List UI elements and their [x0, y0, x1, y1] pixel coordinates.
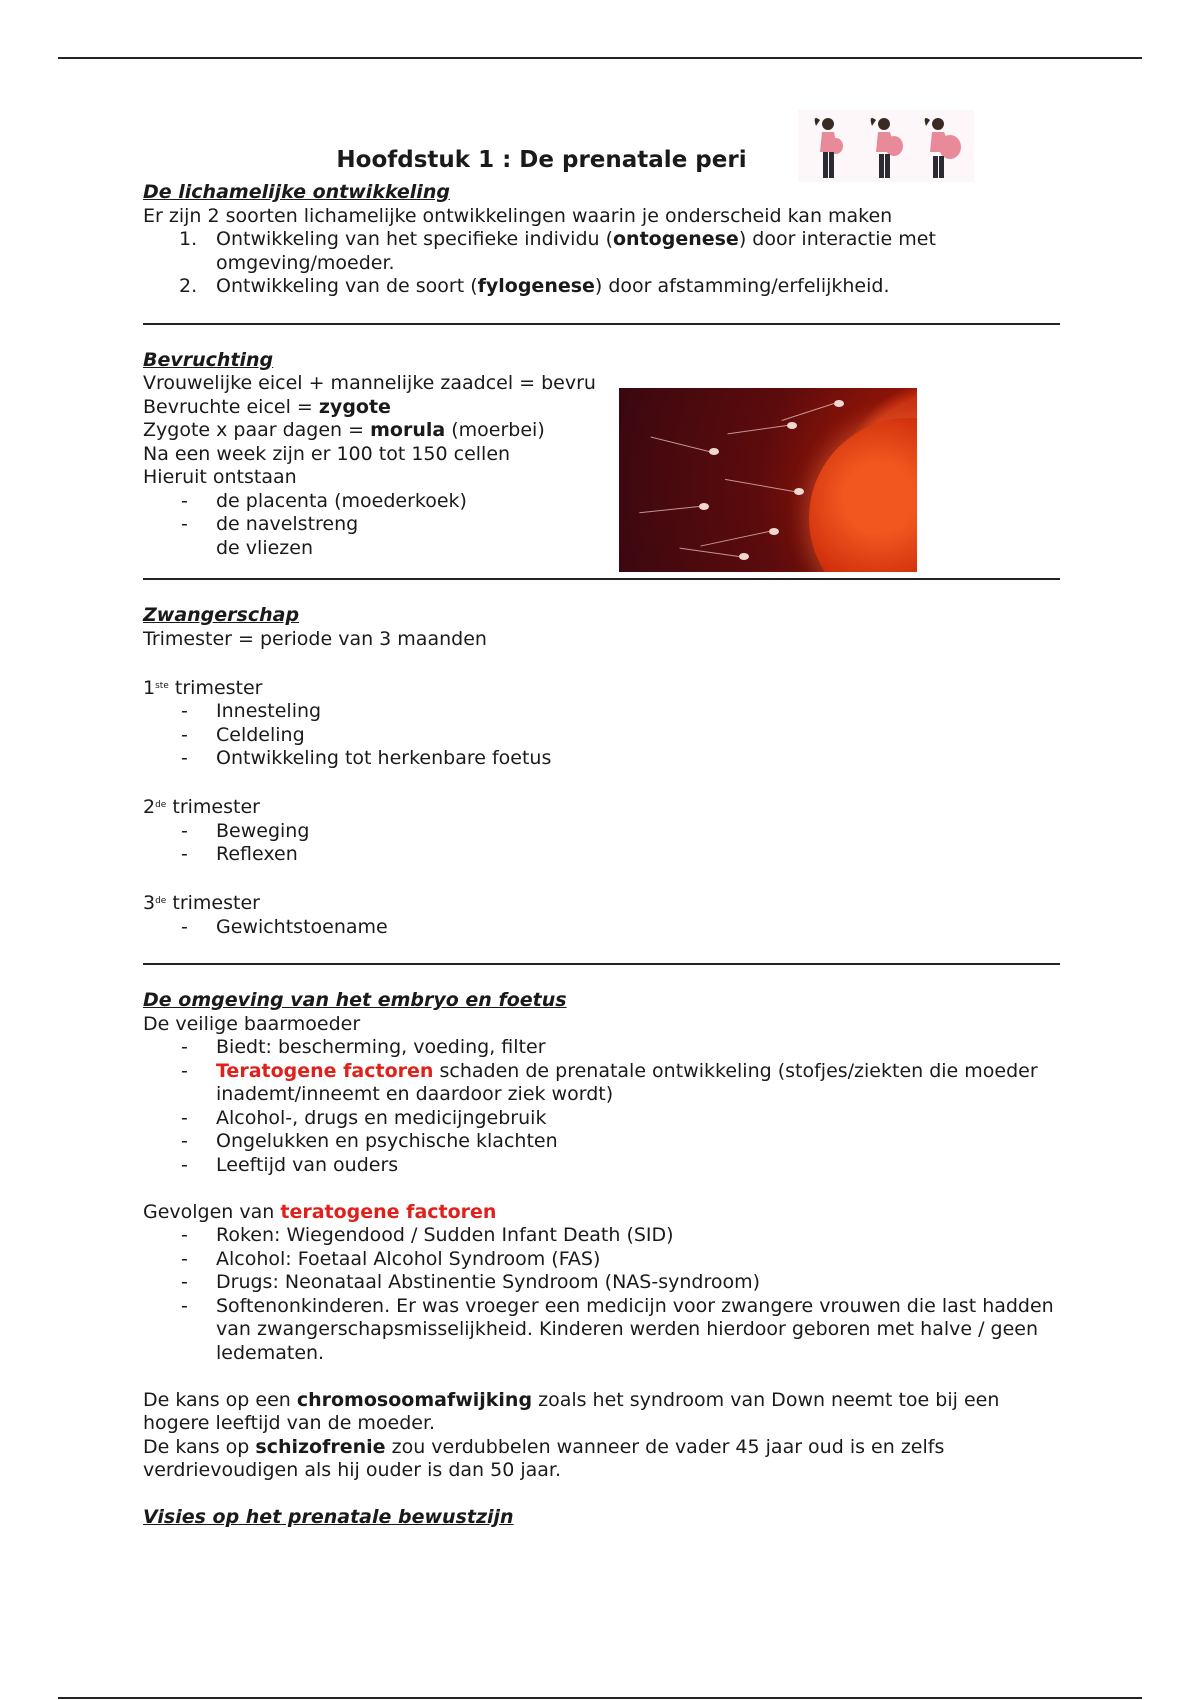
section-lichamelijke-ontwikkeling	[143, 181, 1060, 299]
bold-term: zygote	[318, 395, 391, 418]
bullet-list	[143, 700, 1060, 771]
bullet-list	[143, 820, 1060, 867]
list-item: - Innesteling	[181, 700, 322, 722]
intro-text: Er zijn 2 soorten lichamelijke ontwikkelingen waarin je onderscheid kan maken	[143, 204, 893, 227]
list-item: - Leeftijd van ouders	[181, 1153, 399, 1176]
bold-term: morula	[370, 419, 446, 441]
paragraph: De kans op schizofrenie zou verdubbelen wanneer de vader 45 jaar oud is en zelfs verdrievoudigen als hij ouder is dan 50 jaar.	[143, 1435, 945, 1481]
list-number: 1.	[179, 228, 198, 250]
list-item: - Biedt: bescherming, voeding, filter	[181, 1036, 546, 1058]
text-line: Gevolgen van teratogene factoren	[143, 1200, 497, 1223]
list-item: - Ontwikkeling tot herkenbare foetus	[181, 747, 552, 769]
figure-2	[871, 118, 903, 178]
text-line: Na een week zijn er 100 tot 150 cellen	[143, 442, 511, 465]
section-omgeving	[143, 989, 1060, 1530]
document-page	[143, 140, 1060, 1530]
highlight-term: teratogene factoren	[280, 1200, 497, 1223]
text-line: Bevruchte eicel = zygote	[143, 395, 391, 418]
figure-1	[815, 118, 843, 178]
text-line: Trimester = periode van 3 maanden	[143, 627, 487, 650]
list-text: Ontwikkeling van de soort (	[216, 275, 478, 297]
ovum-shape	[809, 418, 917, 572]
list-item: de vliezen	[216, 536, 313, 559]
trimester-label: 3de trimester	[143, 892, 260, 914]
bullet-list	[143, 916, 1060, 940]
bold-term: fylogenese	[477, 275, 595, 297]
bottom-rule	[58, 1697, 1142, 1699]
bold-term: ontogenese	[613, 228, 739, 250]
page-title-text: Hoofdstuk 1 : De prenatale peri	[336, 147, 747, 173]
top-rule	[58, 57, 1142, 59]
list-item: - Roken: Wiegendood / Sudden Infant Death (SID)	[181, 1224, 674, 1246]
paragraph: De kans op een chromosoomafwijking zoals het syndroom van Down neemt toe bij een hogere leeftijd van de moeder.	[143, 1388, 1000, 1434]
section-heading: Bevruchting	[143, 348, 274, 371]
list-item: - Teratogene factoren schaden de prenatale ontwikkeling (stofjes/ziekten die moeder inademt/inneemt en daardoor ziek wordt)	[181, 1059, 1038, 1105]
section-zwangerschap	[143, 604, 1060, 939]
text-line: Zygote x paar dagen = morula (moerbei)	[143, 419, 545, 441]
section-heading: De lichamelijke ontwikkeling	[143, 181, 450, 203]
bold-term: chromosoomafwijking	[296, 1388, 533, 1411]
list-item: - Gewichtstoename	[181, 915, 388, 938]
trimester-label: 2de trimester	[143, 796, 260, 818]
pregnant-women-figures-icon	[798, 110, 974, 182]
section-heading: De omgeving van het embryo en foetus	[143, 989, 567, 1011]
list-text: Ontwikkeling van het specifieke individu (	[216, 228, 613, 250]
list-number: 2.	[179, 275, 198, 297]
list-item: - Alcohol-, drugs en medicijngebruik	[181, 1106, 547, 1129]
section-bevruchting	[143, 349, 1060, 561]
list-item	[143, 275, 1060, 299]
bullet-list	[143, 1224, 1060, 1365]
list-item	[143, 228, 1060, 275]
text-line: Vrouwelijke eicel + mannelijke zaadcel = bevru	[143, 372, 596, 394]
list-item: - Drugs: Neonataal Abstinentie Syndroom (NAS-syndroom)	[181, 1271, 761, 1293]
bold-term: schizofrenie	[255, 1435, 386, 1458]
list-item: - Ongelukken en psychische klachten	[181, 1130, 558, 1152]
bullet-list	[143, 1036, 1060, 1177]
bullet-list	[143, 490, 1060, 561]
list-item: - Celdeling	[181, 723, 305, 746]
list-text: ) door afstamming/erfelijkheid.	[594, 275, 890, 297]
list-item: - Beweging	[181, 819, 310, 842]
list-text: ) door interactie met omgeving/moeder.	[216, 228, 936, 274]
trimester-label: 1ste trimester	[143, 676, 263, 699]
list-item: - de navelstreng	[181, 513, 359, 535]
section-heading: Visies op het prenatale bewustzijn	[143, 1506, 514, 1528]
sperm-egg-fertilization-image	[619, 388, 917, 572]
list-item: - de placenta (moederkoek)	[181, 489, 467, 512]
list-item: - Reflexen	[181, 843, 298, 865]
highlight-term: Teratogene factoren	[216, 1059, 434, 1082]
section-heading: Zwangerschap	[143, 604, 300, 626]
figure-3	[925, 118, 961, 178]
list-item: - Alcohol: Foetaal Alcohol Syndroom (FAS)	[181, 1247, 601, 1270]
page-title	[143, 140, 1060, 180]
numbered-list	[143, 228, 1060, 299]
list-item: - Softenonkinderen. Er was vroeger een medicijn voor zwangere vrouwen die last hadden van zwangerschapsmisselijkheid. Kinderen werden hierdoor geboren met halve / geen ledematen.	[181, 1294, 1054, 1364]
text-line: De veilige baarmoeder	[143, 1012, 361, 1035]
text-line: Hieruit ontstaan	[143, 466, 297, 488]
